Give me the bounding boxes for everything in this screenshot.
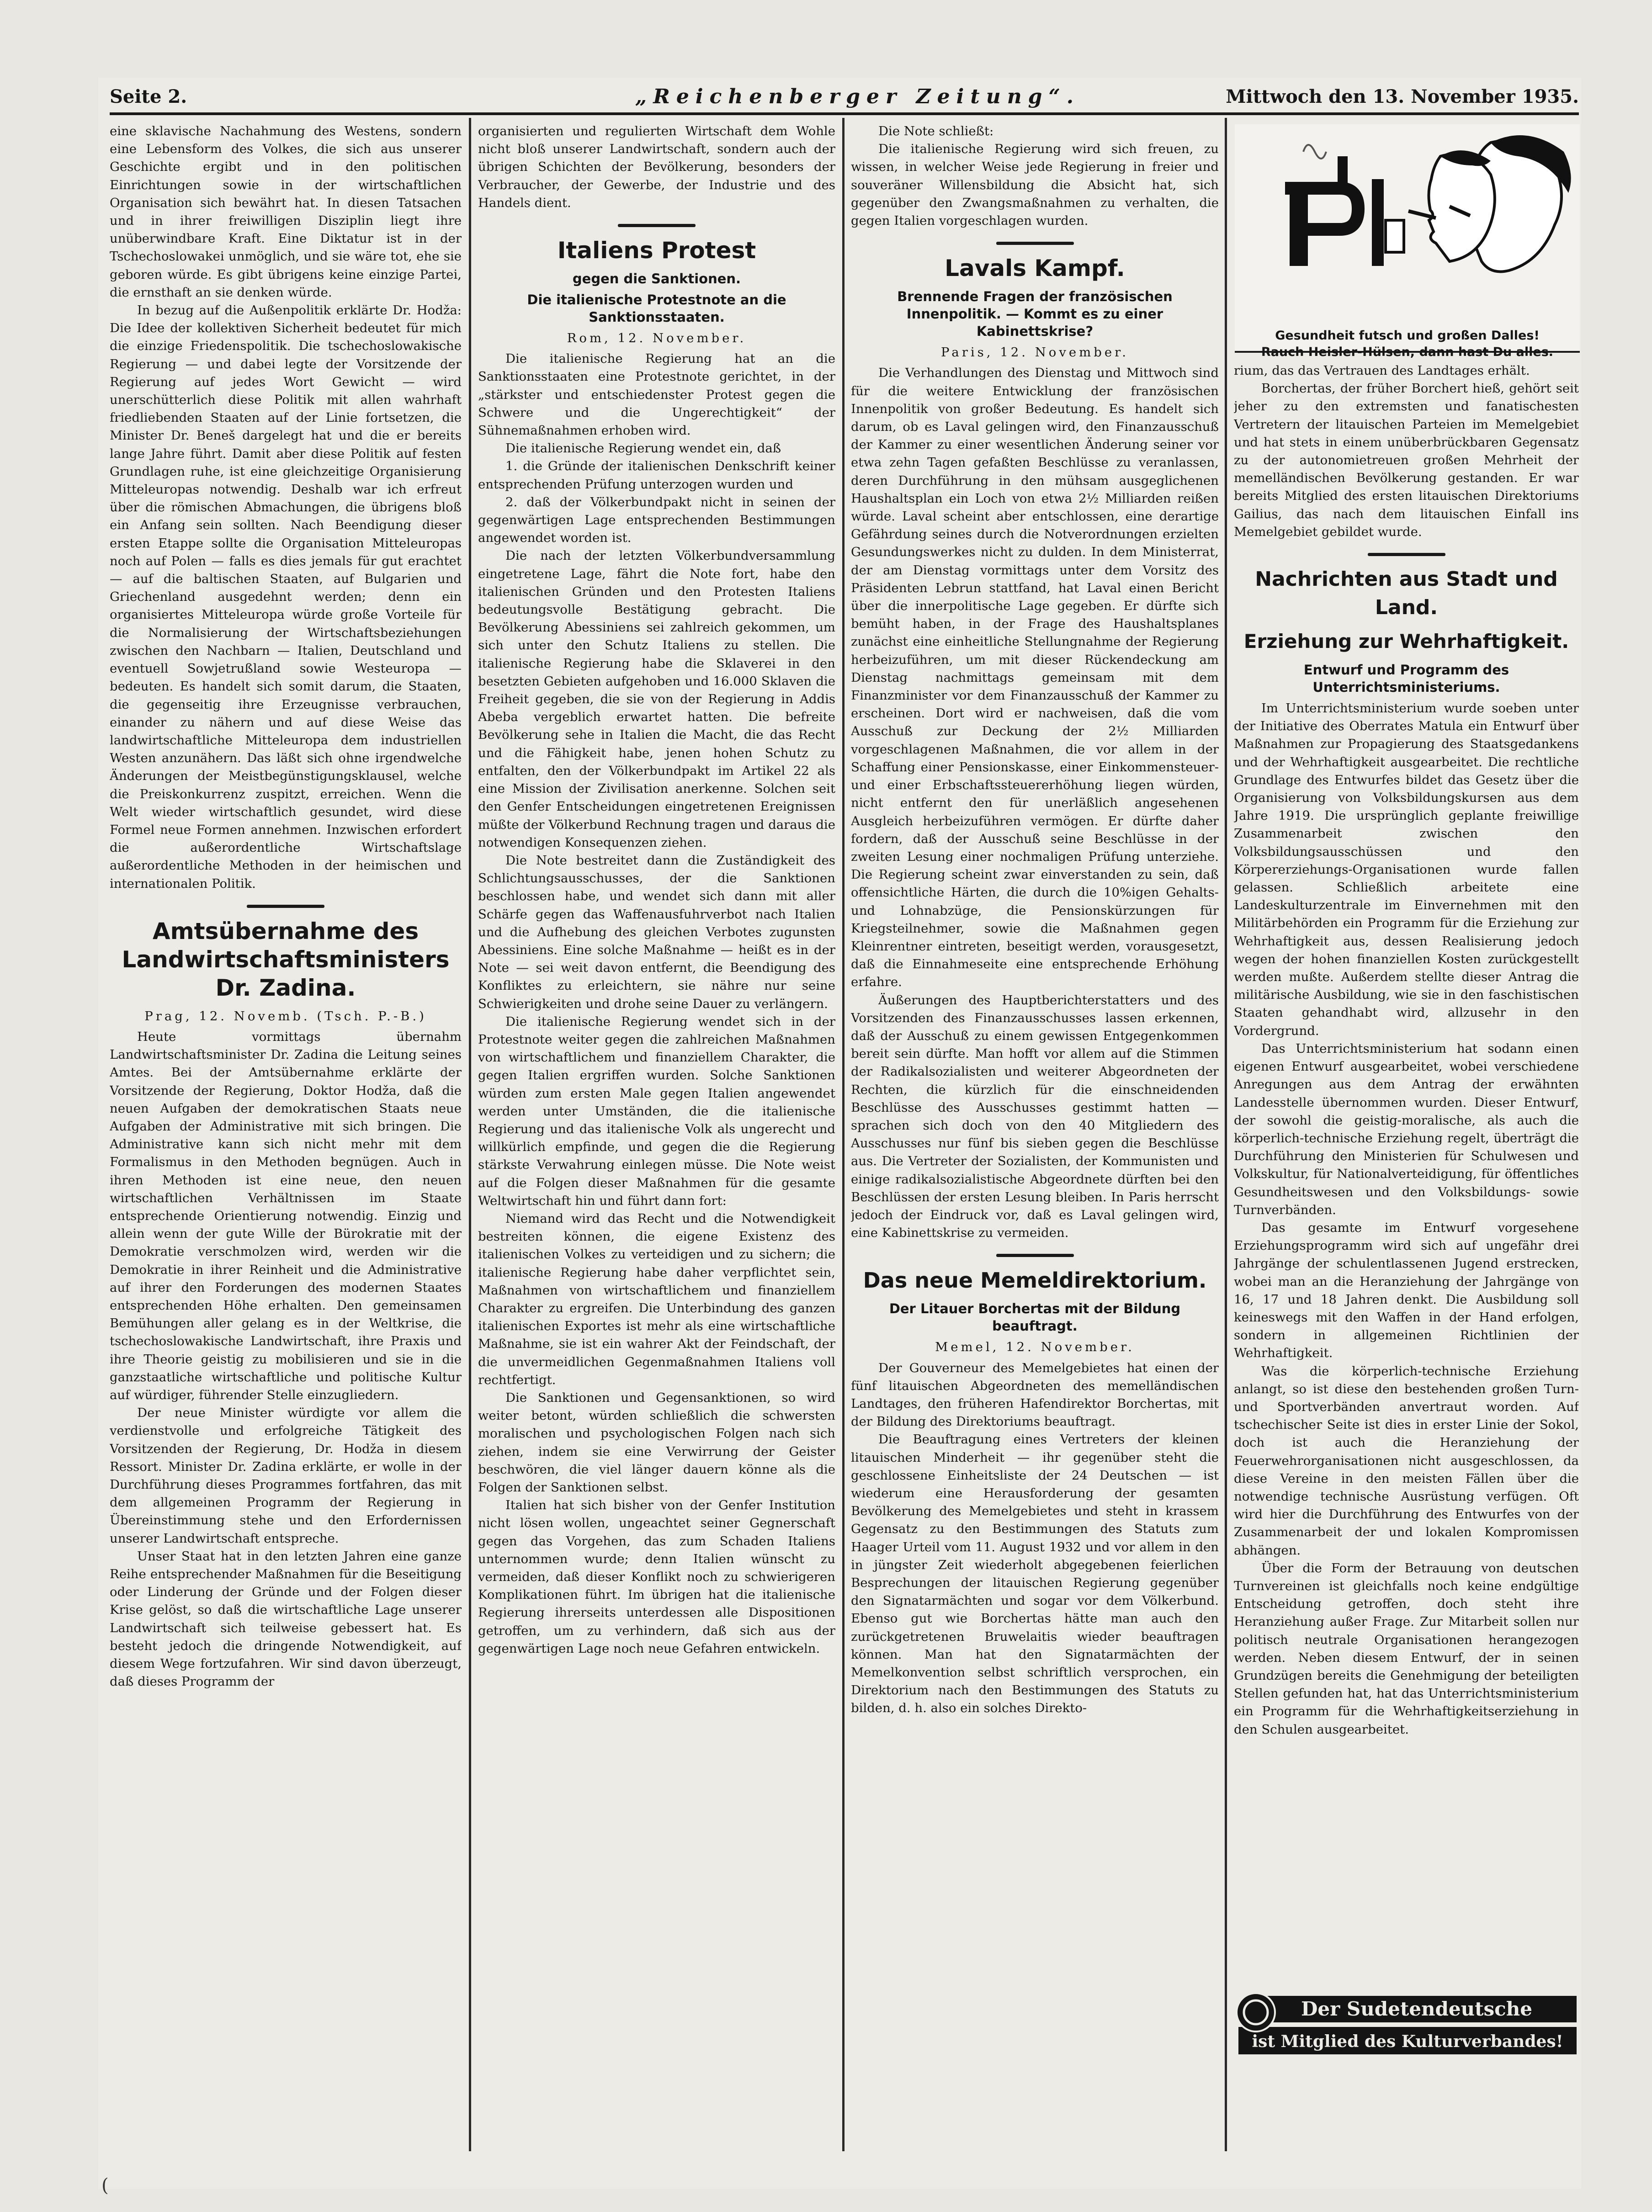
article-subhead: Die italienische Protestnote an die Sanktionsstaaten. [527, 292, 786, 325]
paragraph: Italien hat sich bisher von der Genfer Institution nicht lösen wollen, ungeachtet seiner Gegnerschaft gegen das Vorgehen, das zum Schaden Italiens unternommen wurde; denn Italien wünscht zu vermeiden, daß dieser Konflikt noch zu schwierigeren Komplikationen führt. Im übrigen hat die italienische Regierung ihrerseits unterdessen alle Dispositionen getroffen, um zu verhindern, daß sich aus der gegenwärtigen Lage noch neue Gefahren entwickeln. [478, 1498, 835, 1656]
column-rule [469, 118, 471, 2151]
section-divider [618, 224, 696, 227]
ad-caption-line: Gesundheit futsch und großen Dalles! [1275, 329, 1540, 343]
article-headline: Das neue Memeldirektorium. [863, 1268, 1207, 1293]
section-divider [996, 1254, 1074, 1257]
issue-date: Mittwoch den 13. November 1935. [1226, 86, 1579, 107]
paragraph: 1. die Gründe der italienischen Denkschrift keiner entsprechenden Prüfung unterzogen wurden und [478, 459, 835, 492]
article-headline: Amtsübernahme des Landwirtschaftsministers Dr. Zadina. [122, 918, 450, 1001]
paragraph: Die Note bestreitet dann die Zuständigkeit des Schlichtungsausschusses, der die Sanktionen beschlossen habe, und wendet sich dann mit aller Schärfe gegen das Waffenausfuhrverbot nach Italien und die Aufhebung des gleichen Verbotes zugunsten Abessiniens. Eine solche Maßnahme — heißt es in der Note — sei weit davon entfernt, die Beendigung des Konfliktes zu erleichtern, sie nähre nur seine Schwierigkeiten und drohe seine Dauer zu verlängern. [478, 853, 835, 1011]
paragraph: Was die körperlich-technische Erziehung anlangt, so ist diese den bestehenden großen Turn- und Sportverbänden anvertraut worden. Auf tschechischer Seite ist dies in erster Linie der Sokol, doch ist auch die Heranziehung der Feuerwehrorganisationen nicht ausgeschlossen, da diese Vereine in den meisten Fällen über die notwendige technische Ausrüstung verfügen. Oft wird hier die Durchführung des Entwurfes von der Zusammenarbeit der und lokalen Kompromissen abhängen. [1234, 1363, 1579, 1558]
masthead-rule [110, 112, 1579, 115]
page-number: Seite 2. [110, 86, 187, 107]
dateline: Memel, 12. November. [935, 1340, 1135, 1355]
paragraph: Borchertas, der früher Borchert hieß, gehört seit jeher zu den extremsten und fanatischesten Vertretern der litauischen Parteien im Memelgebiet und hat stets in einem unüberbrückbaren Gegensatz zu der autonomietreuen großen Mehrheit der memelländischen Bevölkerung gestanden. Er war bereits Mitglied des ersten litauischen Direktoriums Gailius, das nach dem litauischen Einfall ins Memelgebiet gebildet wurde. [1234, 381, 1579, 539]
section-headline: Nachrichten aus Stadt und Land. [1255, 568, 1558, 620]
article-subhead: Entwurf und Programm des Unterrichtsministeriums. [1303, 662, 1509, 695]
paragraph: 2. daß der Völkerbundpakt nicht in seinen der gegenwärtigen Lage entsprechenden Bestimmungen angewendet worden ist. [478, 494, 835, 546]
article-subhead: gegen die Sanktionen. [572, 271, 741, 287]
paragraph: Die Verhandlungen des Dienstag und Mittwoch sind für die weitere Entwicklung der französischen Innenpolitik von großer Bedeutung. Es handelt sich darum, ob es Laval gelingen wird, den Finanzausschuß der Kammer zu einer wesentlichen Änderung seiner vor etwa zehn Tagen gefaßten Beschlüsse zu veranlassen, deren Durchführung in den mühsam ausgeglichenen Haushaltsplan ein Loch von etwa 2½ Milliarden reißen würde. Laval scheint aber entschlossen, eine derartige Gefährdung seines durch die Notverordnungen erzielten Gesundungswerkes nicht zu dulden. In dem Ministerrat, der am Dienstag vormittags unter dem Vorsitz des Präsidenten Lebrun stattfand, hat Laval einen Bericht über die innerpolitische Lage gegeben. Er dürfte sich bemüht haben, in der Frage des Haushaltsplanes zunächst eine einheitliche Stellungnahme der Regierung herbeizuführen, um mit dieser Rückendeckung am Dienstag nachmittags gemeinsam mit dem Finanzminister vor dem Finanzausschuß der Kammer zu erscheinen. Dort wird er nachweisen, daß die vom Ausschuß zur Deckung der 2½ Milliarden vorgeschlagenen Maßnahmen, die vor allem in der Schaffung einer Pensionskasse, einer Einkommensteuer- und einer Erbschaftssteuererhöhung liegen würden, nicht entfernt den für unerläßlich angesehenen Ausgleich herbeizuführen vermögen. Er dürfte daher fordern, daß der Ausschuß seine Beschlüsse in der zweiten Lesung einer nochmaligen Prüfung unterziehe. Die Regierung scheint zwar einverstanden zu sein, daß offensichtliche Härten, die durch die 10%igen Gehalts- und Lohnabzüge, die Pensionskürzungen für Kriegsteilnehmer, sowie die Maßnahmen gegen Kleinrentner eintreten, beseitigt werden, vorausgesetzt, daß die Einnahmeseite eine entsprechende Erhöhung erfahre. [851, 366, 1219, 990]
article-headline: Lavals Kampf. [945, 255, 1125, 282]
masthead [110, 81, 1579, 113]
paragraph: In bezug auf die Außenpolitik erklärte Dr. Hodža: Die Idee der kollektiven Sicherheit bedeutet für mich die einzige Friedenspolitik. Die tschechoslowakische Regierung — und dabei legte der Vorsitzende der Regierung auf jedes Wort Gewicht — wird unerschütterlich diese Politik mit allen wahrhaft friedliebenden Staaten auf der Linie fortsetzen, die Minister Dr. Beneš dargelegt hat und die er bereits lange Jahre führt. Damit aber diese Politik auf festen Grundlagen ruhe, ist eine gleichzeitige Organisierung Mitteleuropas notwendig. Deshalb war ich erfreut über die römischen Abmachungen, die übrigens bloß ein Anfang sein sollten. Nach Beendigung dieser ersten Etappe sollte die Organisation Mitteleuropas noch auf Polen — falls es dies jemals für gut erachtet — auf die baltischen Staaten, auf Bulgarien und Griechenland ausgedehnt werden; denn ein organisiertes Mitteleuropa würde große Vorteile für die Normalisierung der Wirtschaftsbeziehungen zwischen den Nachbarn — Italien, Deutschland und eventuell Sowjetrußland sowie Westeuropa — bedeuten. Es handelt sich somit darum, die Staaten, die gegenseitig ihre Erzeugnisse verbrauchen, einander zu nähern und auf diese Weise das landwirtschaftliche Mitteleuropa dem industriellen Westen anzunähern. Das läßt sich ohne irgendwelche Änderungen der Meistbegünstigungsklausel, welche die Preiskonkurrenz zuspitzt, erreichen. Wenn die Welt wieder wirtschaftlich gesundet, wird diese Formel neue Formen annehmen. Inzwischen erfordert die außerordentliche Wirtschaftslage außerordentliche Methoden in der heimischen und internationalen Politik. [110, 303, 462, 891]
paragraph: Die Beauftragung eines Vertreters der kleinen litauischen Minderheit — ihr gegenüber steht die geschlossene Einheitsliste der 24 Deutschen — ist wiederum eine Herausforderung der gesamten Bevölkerung des Memelgebietes und steht in krassem Gegensatz zu den Bestimmungen des Statuts zum Haager Urteil vom 11. August 1932 und vor allem in den in jüngster Zeit wiederholt abgegebenen feierlichen Besprechungen der litauischen Regierung gegenüber den Signatarmächten und sogar vor dem Völkerbund. Ebenso gut wie Borchertas hätte man auch den zurückgetretenen Bruwelaitis wieder beauftragen können. Man hat den Signatarmächten der Memelkonvention selbst schriftlich versprochen, ein Direktorium nach den Bestimmungen des Statuts zu bilden, d. h. also ein solches Direkto- [851, 1432, 1219, 1716]
ad-caption [1235, 328, 1580, 361]
paragraph: Niemand wird das Recht und die Notwendigkeit bestreiten können, die eigene Existenz des italienischen Volkes zu verteidigen und zu sichern; die italienische Regierung habe daher verpflichtet sein, Maßnahmen von wirtschaftlichem und finanziellem Charakter zu ergreifen. Die Unterbindung des ganzen italienischen Exportes ist mehr als eine wirtschaftliche Maßnahme, sie ist ein wahrer Akt der Feindschaft, der die unvermeidlichen Gegenmaßnahmen Italiens voll rechtfertigt. [478, 1211, 835, 1387]
paragraph: Die italienische Regierung wird sich freuen, zu wissen, in welcher Weise jede Regierung in freier und souveräner Willensbildung die Absicht hat, sich gegenüber den Zwangsmaßnahmen zu verhalten, die gegen Italien vorgeschlagen wurden. [851, 142, 1219, 228]
paragraph: Das gesamte im Entwurf vorgesehene Erziehungsprogramm wird sich auf ungefähr drei Jahrgänge der schulentlassenen Jugend erstrecken, wobei man an die Heranziehung der Jahrgänge von 16, 17 und 18 Jahren denkt. Die Ausbildung soll keineswegs mit den Waffen in der Hand erfolgen, sondern in allgemeinen Richtlinien der Wehrhaftigkeit. [1234, 1220, 1579, 1361]
paragraph: Der Gouverneur des Memelgebietes hat einen der fünf litauischen Abgeordneten des memelländischen Landtages, den früheren Hafendirektor Borchertas, mit der Bildung des Direktoriums beauftragt. [851, 1360, 1219, 1429]
paragraph: Die italienische Regierung hat an die Sanktionsstaaten eine Protestnote gerichtet, in der „stärkster und entschiedenster Protest gegen die Schwere und die Ungerechtigkeit“ der Sühnemaßnahmen erhoben wird. [478, 351, 835, 438]
column-3 [851, 122, 1219, 2154]
paragraph: Im Unterrichtsministerium wurde soeben unter der Initiative des Oberrates Matula ein Entwurf über Maßnahmen zur Propagierung des Staatsgedankens und der Wehrhaftigkeit ausgearbeitet. Die rechtliche Grundlage des Entwurfes bildet das Gesetz über die Organisierung von Volksbildungskursen aus dem Jahre 1919. Die ursprünglich geplante freiwillige Zusammenarbeit zwischen den Volksbildungsausschüssen und den Körpererziehungs-Organisationen wurde fallen gelassen. Schließlich arbeitete eine Landeskulturzentrale im Einvernehmen mit den Militärbehörden ein Programm für die Erziehung zur Wehrhaftigkeit aus, dessen Realisierung jedoch wegen der hohen finanziellen Kosten zurückgestellt werden mußte. Außerdem stellte dieser Antrag die militärische Ausbildung, wie sie in den faschistischen Staaten gehandhabt wird, allzusehr in den Vordergrund. [1234, 701, 1579, 1038]
seal-line-1: Der Sudetendeutsche [1301, 1998, 1533, 2020]
kulturverband-seal [1229, 1990, 1581, 2059]
paragraph: eine sklavische Nachahmung des Westens, sondern eine Lebensform des Volkes, die sich aus unserer Geschichte ergibt und in den politischen Einrichtungen sowie in der wirtschaftlichen Organisation sich bewährt hat. In diesen Tatsachen und in ihrer freiwilligen Disziplin liegt ihre unüberwindbare Kraft. Eine Diktatur ist in der Tschechoslowakei unmöglich, und sie wäre tot, ehe sie geboren würde. Es gibt übrigens keine einzige Partei, die ernsthaft an sie denken würde. [110, 124, 462, 300]
paragraph: organisierten und regulierten Wirtschaft dem Wohle nicht bloß unserer Landwirtschaft, sondern auch der übrigen Schichten der Bevölkerung, besonders der Verbraucher, der Gewerbe, der Industrie und des Handels dient. [478, 124, 835, 210]
paragraph: Äußerungen des Hauptberichterstatters und des Vorsitzenden des Finanzausschusses lassen erkennen, daß der Ausschuß zu einem gewissen Entgegenkommen bereit sein dürfte. Man hofft vor allem auf die Stimmen der Radikalsozialisten und weiterer Abgeordneten der Rechten, die kürzlich für die einschneidenden Beschlüsse des Ausschusses gestimmt hatten — sprachen sich doch von den 40 Mitgliedern des Ausschusses nur fünf bis sieben gegen die Beschlüsse aus. Die Vertreter der Sozialisten, der Kommunisten und einige radikalsozialistische Abgeordnete dürften bei den Beschlüssen der ersten Lesung bleiben. In Paris herrscht jedoch der Eindruck vor, daß es Laval gelingen wird, eine Kabinettskrise zu vermeiden. [851, 992, 1219, 1241]
section-divider [996, 242, 1074, 245]
cigarette-advertisement [1235, 124, 1580, 359]
column-rule [1225, 118, 1227, 2151]
seal-graphic [1229, 1990, 1581, 2059]
paragraph: Die italienische Regierung wendet sich in der Protestnote weiter gegen die zahlreichen Maßnahmen von wirtschaftlichem und finanziellem Charakter, die gegen Italien ergriffen wurden. Solche Sanktionen würden zum ersten Male gegen Italien angewendet werden unter Umständen, die die italienische Regierung und das italienische Volk als ungerecht und willkürlich empfinde, und gegen die die Regierung stärkste Verwahrung einlegen müsse. Die Note weist auf die Folgen dieser Maßnahmen für die gesamte Weltwirtschaft hin und führt dann fort: [478, 1014, 835, 1208]
section-divider [247, 905, 324, 908]
dateline: Rom, 12. November. [567, 331, 747, 346]
column-2 [478, 122, 835, 2154]
paragraph: Das Unterrichtsministerium hat sodann einen eigenen Entwurf ausgearbeitet, wobei verschiedene Anregungen aus dem Antrag der erwähnten Landesstelle übernommen wurden. Dieser Entwurf, der sowohl die geistig-moralische, als auch die körperlich-technische Erziehung regelt, überträgt die Durchführung den Ministerien für Schulwesen und Volkskultur, für Nationalverteidigung, für öffentliches Gesundheitswesen und den Volksbildungs- sowie Turnverbänden. [1234, 1041, 1579, 1217]
article-headline: Italiens Protest [557, 237, 756, 264]
seal-line-2: ist Mitglied des Kulturverbandes! [1252, 2032, 1563, 2051]
dateline: Paris, 12. November. [941, 345, 1129, 360]
column-rule [842, 118, 845, 2151]
paragraph: Die italienische Regierung wendet ein, daß [505, 441, 781, 456]
article-subhead: Der Litauer Borchertas mit der Bildung beauftragt. [889, 1301, 1181, 1334]
ad-caption-line: Rauch Heisler-Hülsen, dann hast Du alles. [1261, 345, 1554, 359]
article-headline: Erziehung zur Wehrhaftigkeit. [1243, 630, 1569, 653]
article-subhead: Brennende Fragen der französischen Innenpolitik. — Kommt es zu einer Kabinettskrise? [897, 289, 1173, 339]
paragraph: rium, das das Vertrauen des Landtages erhält. [1234, 363, 1530, 378]
paragraph: Über die Form der Betrauung von deutschen Turnvereinen ist gleichfalls noch keine endgültige Entscheidung getroffen, doch steht ihre Heranziehung außer Frage. Zur Mitarbeit sollen nur politisch neutrale Organisationen herangezogen werden. Neben diesem Entwurf, der in seinen Grundzügen bereits die Genehmigung der beteiligten Stellen gefunden hat, hat das Unterrichtsministerium ein Programm für die Wehrhaftigkeitserziehung in den Schulen ausgearbeitet. [1234, 1560, 1579, 1737]
margin-mark: ( [101, 2175, 109, 2196]
newspaper-title: „Reichenberger Zeitung“. [635, 85, 1080, 108]
smoking-couple-illustration [1235, 124, 1580, 325]
paragraph: Die nach der letzten Völkerbundversammlung eingetretene Lage, fährt die Note fort, habe den italienischen Gründen und den Protesten Italiens bedeutungsvolle Bestätigung gebracht. Die Bevölkerung Abessiniens sei zahlreich gekommen, um sich unter den Schutz Italiens zu stellen. Die italienische Regierung habe die Sklaverei in den besetzten Gebieten aufgehoben und 16.000 Sklaven die Freiheit gegeben, die sie von der Regierung in Addis Abeba vergeblich erwartet hatten. Die befreite Bevölkerung sehe in Italien die Macht, die das Recht und die Fähigkeit habe, jenen hohen Schutz zu entfalten, den der Völkerbundpakt im Artikel 22 als eine Mission der Zivilisation anerkenne. Solchen seit den Genfer Entscheidungen eingetretenen Ereignissen müßte der Völkerbund Rechnung tragen und daraus die notwendigen Konsequenzen ziehen. [478, 548, 835, 850]
dateline: Prag, 12. Novemb. (Tsch. P.-B.) [144, 1008, 427, 1024]
column-1 [110, 122, 462, 2154]
paragraph: Die Note schließt: [878, 124, 994, 138]
paragraph: Der neue Minister würdigte vor allem die verdienstvolle und erfolgreiche Tätigkeit des Vorsitzenden der Regierung, Dr. Hodža in diesem Ressort. Minister Dr. Zadina erklärte, er wolle in der Durchführung dieses Programmes fortfahren, das mit dem allgemeinen Programm der Regierung in Übereinstimmung stehe und den Erfordernissen unserer Landwirtschaft entspreche. [110, 1406, 462, 1546]
paragraph: Die Sanktionen und Gegensanktionen, so wird weiter betont, würden schließlich die schwersten moralischen und psychologischen Folgen nach sich ziehen, indem sie eine Verwirrung der Geister beschwören, die viel länger dauern könne als die Folgen der Sanktionen selbst. [478, 1390, 835, 1495]
paragraph: Unser Staat hat in den letzten Jahren eine ganze Reihe entsprechender Maßnahmen für die Beseitigung oder Linderung der Gründe und der Folgen dieser Krise gelöst, so daß die wirtschaftliche Lage unserer Landwirtschaft sich teilweise gebessert hat. Es besteht jedoch die dringende Notwendigkeit, auf diesem Wege fortzufahren. Wir sind davon überzeugt, daß dieses Programm der [110, 1549, 462, 1689]
column-4 [1234, 362, 1579, 1984]
section-divider [1368, 553, 1445, 556]
paragraph: Heute vormittags übernahm Landwirtschaftsminister Dr. Zadina die Leitung seines Amtes. Bei der Amtsübernahme erklärte der Vorsitzende der Regierung, Doktor Hodža, daß die neuen Aufgaben der demokratischen Staats neue Aufgaben der Administrative mit sich bringen. Die Administrative kann sich nicht mehr mit dem Formalismus in den Methoden begnügen. Auch in ihren Methoden ist eine neue, den neuen wirtschaftlichen Verhältnissen im Staate entsprechende Orientierung notwendig. Einzig und allein wenn der gute Wille der Bürokratie mit der Demokratie verschmolzen wird, werden wir die Demokratie in ihrer Reinheit und die Administrative auf ihrer den Forderungen des modernen Staates entsprechenden Höhe erhalten. Den gemeinsamen Bemühungen aller gelang es in der Weltkrise, die tschechoslowakische Landwirtschaft, ihre Praxis und ihre Theorie geistig zu mobilisieren und sie in die ganzstaatliche wirtschaftliche und politische Kultur auf würdiger, führender Stelle einzugliedern. [110, 1029, 462, 1402]
